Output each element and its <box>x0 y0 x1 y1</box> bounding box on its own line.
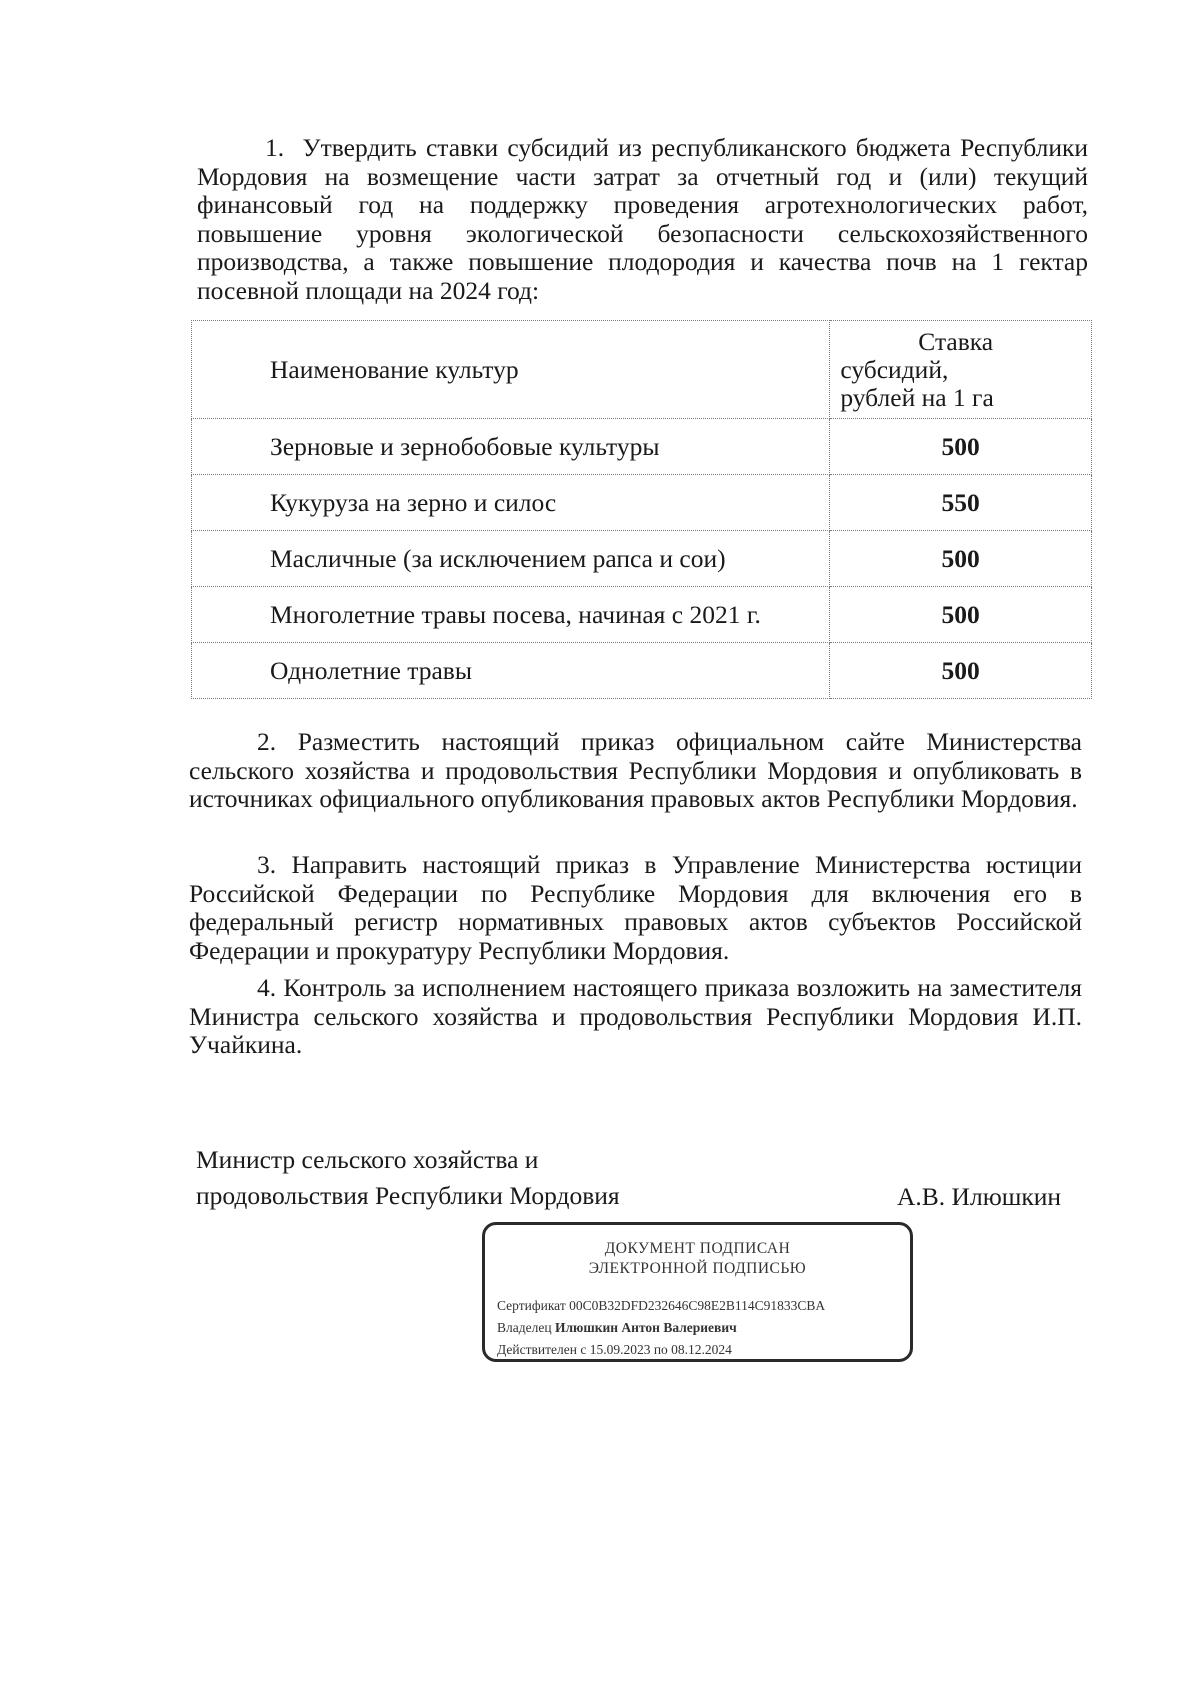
header-rate-line-2: субсидий, <box>840 354 949 384</box>
signatory-position-line-1: Министр сельского хозяйства и <box>196 1145 539 1174</box>
stamp-details <box>497 1295 825 1361</box>
paragraph-2-number: 2. <box>257 727 277 756</box>
stamp-valid-label: Действителен <box>497 1342 577 1357</box>
stamp-valid-to: 08.12.2024 <box>671 1342 732 1357</box>
header-rate-line-1: Ставка <box>918 326 994 356</box>
table-header-row <box>192 321 1092 419</box>
stamp-certificate-value: 00C0B32DFD232646C98E2B114C91833CBA <box>569 1298 826 1313</box>
stamp-title-line-1: ДОКУМЕНТ ПОДПИСАН <box>604 1240 791 1257</box>
table-row <box>192 587 1092 643</box>
crop-name: Многолетние травы посева, начиная с 2021 г. <box>192 587 830 643</box>
paragraph-3 <box>189 851 1082 965</box>
stamp-valid-from-label: с <box>580 1342 587 1357</box>
paragraph-3-number: 3. <box>257 850 277 879</box>
stamp-title <box>485 1239 910 1279</box>
signatory-position <box>196 1142 620 1214</box>
table-row <box>192 531 1092 587</box>
paragraph-4-text: Контроль за исполнением настоящего приказа возложить на заместителя Министра сельского хозяйства и продовольствия Республики Мордовия И.П. Учайкина. <box>189 973 1082 1059</box>
header-rate-line-3: рублей на 1 га <box>840 382 994 412</box>
crop-rate: 500 <box>830 643 1092 699</box>
stamp-certificate <box>497 1295 825 1317</box>
table-row <box>192 419 1092 475</box>
stamp-owner <box>497 1317 825 1339</box>
paragraph-4-number: 4. <box>257 973 277 1002</box>
signatory-name: А.В. Илюшкин <box>897 1182 1062 1211</box>
crop-name: Однолетние травы <box>192 643 830 699</box>
table-row <box>192 643 1092 699</box>
electronic-signature-stamp <box>482 1222 913 1362</box>
header-crop-name: Наименование культур <box>192 321 830 419</box>
crop-rate: 500 <box>830 419 1092 475</box>
paragraph-3-text: Направить настоящий приказ в Управление Министерства юстиции Российской Федерации по Республике Мордовия для включения его в федеральный регистр нормативных правовых актов субъектов Российской Федерации и прокуратуру Республики Мордовия. <box>189 850 1082 965</box>
stamp-certificate-label: Сертификат <box>497 1298 566 1313</box>
crop-rate: 550 <box>830 475 1092 531</box>
signatory-position-line-2: продовольствия Республики Мордовия <box>196 1181 620 1210</box>
crop-name: Зерновые и зернобобовые культуры <box>192 419 830 475</box>
paragraph-1 <box>197 134 1088 305</box>
header-subsidy-rate <box>830 321 1092 419</box>
paragraph-1-text: Утвердить ставки субсидий из республиканского бюджета Республики Мордовия на возмещение части затрат за отчетный год и (или) текущий финансовый год на поддержку проведения агротехнологических работ, повышение уровня экологической безопасности сельскохозяйственного производства, а также повышение плодородия и качества почв на 1 гектар посевной площади на 2024 год: <box>197 133 1088 305</box>
stamp-valid-from: 15.09.2023 <box>589 1342 651 1357</box>
crop-name: Масличные (за исключением рапса и сои) <box>192 531 830 587</box>
stamp-owner-value: Илюшкин Антон Валериевич <box>554 1320 737 1335</box>
stamp-validity <box>497 1339 825 1361</box>
paragraph-2 <box>189 728 1082 814</box>
stamp-valid-to-label: по <box>653 1342 668 1357</box>
crop-rate: 500 <box>830 531 1092 587</box>
stamp-title-line-2: ЭЛЕКТРОННОЙ ПОДПИСЬЮ <box>588 1260 807 1277</box>
subsidy-rates-table <box>191 320 1092 699</box>
stamp-owner-label: Владелец <box>497 1320 552 1335</box>
crop-rate: 500 <box>830 587 1092 643</box>
table-row <box>192 475 1092 531</box>
paragraph-4 <box>189 974 1082 1060</box>
crop-name: Кукуруза на зерно и силос <box>192 475 830 531</box>
paragraph-1-number: 1. <box>265 133 285 162</box>
paragraph-2-text: Разместить настоящий приказ официальном сайте Министерства сельского хозяйства и продовольствия Республики Мордовия и опубликовать в источниках официального опубликования правовых актов Республики Мордовия. <box>189 727 1083 813</box>
